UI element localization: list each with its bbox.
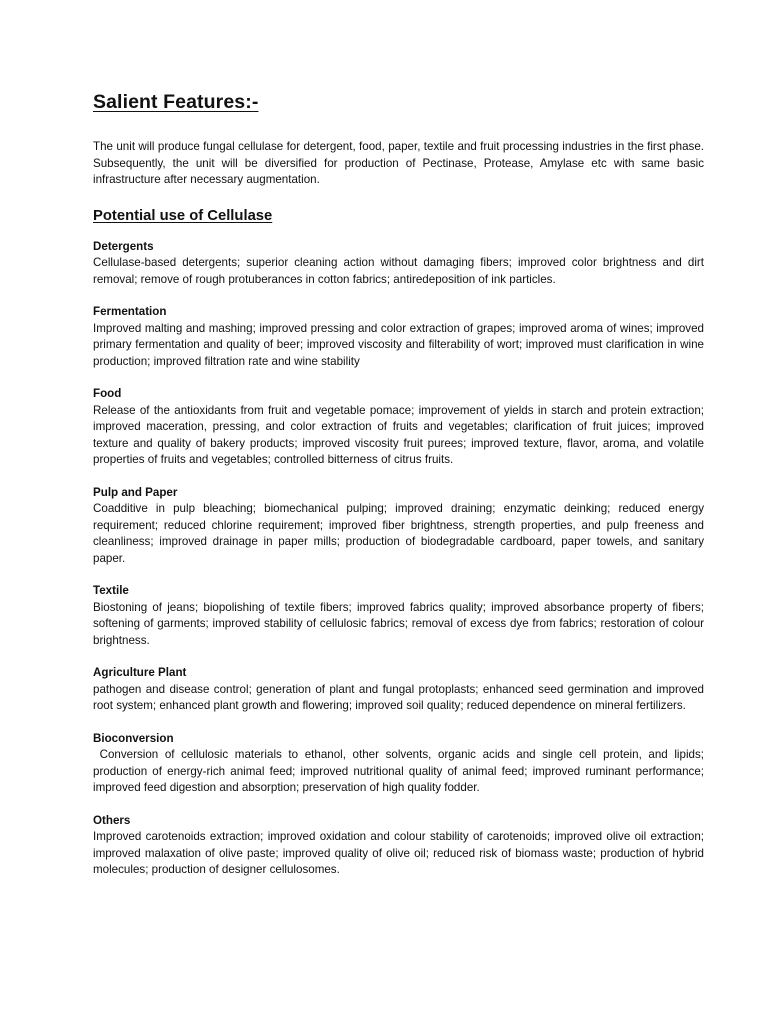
document-page bbox=[93, 88, 704, 895]
section-heading: Pulp and Paper bbox=[93, 485, 178, 499]
section-title: Potential use of Cellulase bbox=[93, 207, 273, 224]
section-body: Biostoning of jeans; biopolishing of textile fibers; improved fabrics quality; improved absorbance property of fibers; softening of garments; improved stability of cellulosic fabrics; removal of excess dye from fabrics; restoration of colour brightness. bbox=[93, 600, 704, 647]
page-title: Salient Features:- bbox=[93, 91, 259, 113]
section-body: Coadditive in pulp bleaching; biomechanical pulping; improved draining; enzymatic deinking; reduced energy requirement; reduced chlorine requirement; improved fiber brightness, strength properties, and pulp freeness and cleanliness; improved drainage in paper mills; production of biodegradable cardboard, paper towels, and sanitary paper. bbox=[93, 502, 704, 565]
section-heading: Textile bbox=[93, 584, 129, 597]
intro-paragraph: The unit will produce fungal cellulase for detergent, food, paper, textile and fruit processing industries in the first phase. Subsequently, the unit will be diversified for production of Pectinase, Protease, Amylase etc with same basic infrastructure after necessary augmentation. bbox=[93, 140, 704, 186]
section-heading: Bioconversion bbox=[93, 731, 174, 745]
section-body: Improved carotenoids extraction; improved oxidation and colour stability of carotenoids; improved olive oil extraction; improved malaxation of olive paste; improved quality of olive oil; reduced risk of biomass waste; production of hybrid molecules; production of designer cellulosomes. bbox=[93, 830, 704, 876]
use-section-agriculture-plant bbox=[93, 665, 704, 715]
section-heading: Agriculture Plant bbox=[93, 666, 187, 679]
use-section-textile bbox=[93, 583, 704, 649]
uses-list bbox=[93, 239, 704, 879]
use-section-food bbox=[93, 386, 704, 469]
section-heading: Food bbox=[93, 387, 122, 400]
use-section-bioconversion bbox=[93, 731, 704, 797]
section-body: Release of the antioxidants from fruit and vegetable pomace; improvement of yields in starch and protein extraction; improved maceration, pressing, and color extraction of fruits and vegetables; clarification of fruit juices; improved texture and quality of bakery products; improved viscosity fruit purees; improved texture, flavor, aroma, and volatile properties of fruits and vegetables; controlled bitterness of citrus fruits. bbox=[93, 403, 704, 466]
section-body: Improved malting and mashing; improved pressing and color extraction of grapes; improved aroma of wines; improved primary fermentation and quality of beer; improved viscosity and filterability of wort; improved must clarification in wine production; improved filtration rate and wine stability bbox=[93, 321, 704, 368]
section-heading: Fermentation bbox=[93, 305, 167, 318]
use-section-detergents bbox=[93, 239, 704, 289]
section-heading: Detergents bbox=[93, 239, 154, 253]
use-section-fermentation bbox=[93, 304, 704, 370]
use-section-others bbox=[93, 813, 704, 879]
section-body: pathogen and disease control; generation of plant and fungal protoplasts; enhanced seed germination and improved root system; enhanced plant growth and flowering; improved soil quality; reduced dependence on mineral fertilizers. bbox=[93, 682, 704, 712]
section-body: Cellulase-based detergents; superior cleaning action without damaging fibers; improved color brightness and dirt removal; remove of rough protuberances in cotton fabrics; antiredeposition of ink particles. bbox=[93, 256, 704, 286]
use-section-pulp-and-paper bbox=[93, 485, 704, 568]
section-body: Conversion of cellulosic materials to ethanol, other solvents, organic acids and single cell protein, and lipids; production of energy-rich animal feed; improved nutritional quality of animal feed; improved ruminant performance; improved feed digestion and absorption; preservation of high quality fodder. bbox=[93, 748, 704, 794]
section-heading: Others bbox=[93, 813, 131, 827]
